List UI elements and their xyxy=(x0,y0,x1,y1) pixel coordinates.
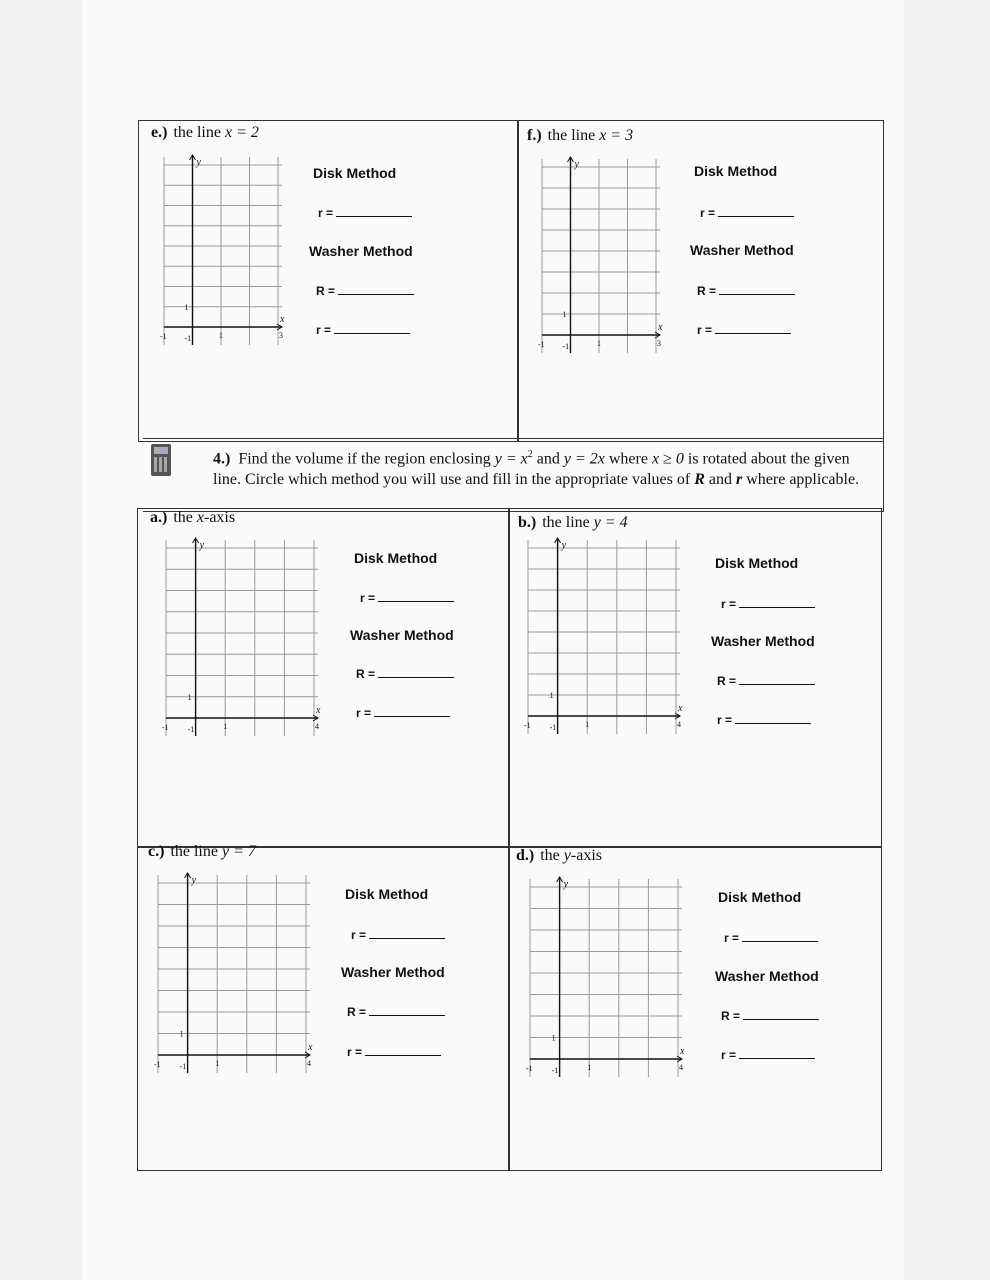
part-f-disk-r-field[interactable]: r = xyxy=(700,206,794,220)
grid-part-b xyxy=(524,538,686,753)
x-tick-one: 1 xyxy=(585,720,590,729)
y-tick-one: 1 xyxy=(551,1033,556,1043)
x-tick-max: 4 xyxy=(677,720,681,729)
y-tick-neg-one: -1 xyxy=(562,342,570,351)
part-d-title: d.) the y-axis xyxy=(516,847,602,864)
grid-part-a xyxy=(162,538,324,755)
part-b-disk-r-field[interactable]: r = xyxy=(721,597,815,611)
part-c-disk-method[interactable]: Disk Method xyxy=(345,886,429,902)
x-tick-one: 1 xyxy=(597,339,601,348)
part-e-washer-r-field[interactable]: r = xyxy=(316,323,410,337)
part-d-disk-method[interactable]: Disk Method xyxy=(718,889,802,905)
x-axis-label: x xyxy=(680,1046,685,1057)
part-e-washer-method[interactable]: Washer Method xyxy=(309,243,413,259)
part-b-washer-R-field[interactable]: R = xyxy=(717,674,815,688)
x-tick-neg-one: -1 xyxy=(524,721,531,730)
problem-4-text: 4.) Find the volume if the region enclosing $y = x^2$ and y = 2x where x ≥ 0 is rotated about the given line. Circle which method you will use and fill in the appropriate values of R and r where applicable. xyxy=(213,449,860,489)
y-tick-one: 1 xyxy=(549,691,554,700)
grid-part-d xyxy=(526,877,688,1096)
part-e-title: e.) the line x = 2 xyxy=(151,124,259,141)
part-a-disk-method[interactable]: Disk Method xyxy=(354,550,438,566)
part-d-disk-r-field[interactable]: r = xyxy=(724,931,818,945)
x-axis-label: x xyxy=(280,314,285,325)
part-d-washer-r-field[interactable]: r = xyxy=(721,1048,815,1062)
x-axis-label: x xyxy=(308,1042,313,1053)
x-tick-neg-one: -1 xyxy=(160,332,167,341)
y-tick-neg-one: -1 xyxy=(184,334,192,343)
x-tick-one: 1 xyxy=(587,1063,592,1072)
y-tick-one: 1 xyxy=(562,310,567,319)
part-f-disk-method[interactable]: Disk Method xyxy=(694,163,778,179)
part-f-washer-method[interactable]: Washer Method xyxy=(690,242,794,258)
x-tick-neg-one: -1 xyxy=(154,1060,161,1069)
x-tick-one: 1 xyxy=(215,1059,220,1068)
y-axis-label: y xyxy=(563,879,569,890)
x-tick-max: 3 xyxy=(279,331,283,340)
y-tick-one: 1 xyxy=(184,302,189,312)
y-axis-label: y xyxy=(196,157,201,168)
y-tick-neg-one: -1 xyxy=(549,723,557,732)
x-tick-one: 1 xyxy=(219,331,223,340)
y-tick-neg-one: -1 xyxy=(179,1062,187,1071)
part-a-title: a.) the x-axis xyxy=(150,509,236,526)
grid-part-c xyxy=(154,873,316,1092)
coordinate-grid-svg xyxy=(162,538,324,750)
part-b-washer-method[interactable]: Washer Method xyxy=(711,633,815,649)
part-c-washer-r-field[interactable]: r = xyxy=(347,1045,441,1059)
coordinate-grid-svg xyxy=(524,538,686,748)
x-axis-label: x xyxy=(678,703,683,714)
part-d-washer-method[interactable]: Washer Method xyxy=(715,968,819,984)
x-tick-max: 4 xyxy=(315,722,319,731)
x-tick-neg-one: -1 xyxy=(538,340,545,349)
x-tick-one: 1 xyxy=(223,722,228,731)
part-b-disk-method[interactable]: Disk Method xyxy=(715,555,799,571)
x-tick-max: 4 xyxy=(307,1059,311,1068)
part-c-title: c.) the line y = 7 xyxy=(148,843,256,860)
part-c-washer-method[interactable]: Washer Method xyxy=(341,964,445,980)
top-divider xyxy=(517,121,519,441)
part-f-title: f.) the line x = 3 xyxy=(527,127,634,144)
y-axis-label: y xyxy=(191,875,197,886)
x-tick-neg-one: -1 xyxy=(526,1064,533,1073)
y-tick-neg-one: -1 xyxy=(187,725,195,734)
part-c-washer-R-field[interactable]: R = xyxy=(347,1005,445,1019)
part-e-disk-method[interactable]: Disk Method xyxy=(313,165,397,181)
part-b-title: b.) the line y = 4 xyxy=(518,514,628,531)
x-tick-max: 4 xyxy=(679,1063,683,1072)
coordinate-grid-svg xyxy=(154,873,316,1087)
part-a-washer-R-field[interactable]: R = xyxy=(356,667,454,681)
part-b-washer-r-field[interactable]: r = xyxy=(717,713,811,727)
x-tick-neg-one: -1 xyxy=(162,723,169,732)
x-axis-label: x xyxy=(316,705,321,716)
y-tick-neg-one: -1 xyxy=(551,1066,559,1075)
part-a-washer-method[interactable]: Washer Method xyxy=(350,627,454,643)
grid-part-f xyxy=(538,157,666,372)
y-axis-label: y xyxy=(199,540,205,551)
part-e-washer-R-field[interactable]: R = xyxy=(316,284,414,298)
part-d-washer-R-field[interactable]: R = xyxy=(721,1009,819,1023)
part-f-washer-R-field[interactable]: R = xyxy=(697,284,795,298)
coordinate-grid-svg xyxy=(526,877,688,1091)
grid-part-e xyxy=(160,155,288,364)
x-axis-label: x xyxy=(658,322,663,333)
part-a-washer-r-field[interactable]: r = xyxy=(356,706,450,720)
part-a-disk-r-field[interactable]: r = xyxy=(360,591,454,605)
y-axis-label: y xyxy=(561,540,567,551)
part-c-disk-r-field[interactable]: r = xyxy=(351,928,445,942)
coordinate-grid-svg xyxy=(160,155,288,359)
coordinate-grid-svg xyxy=(538,157,666,367)
bottom-divider xyxy=(508,509,510,1170)
part-f-washer-r-field[interactable]: r = xyxy=(697,323,791,337)
y-tick-one: 1 xyxy=(187,692,192,702)
y-tick-one: 1 xyxy=(179,1029,184,1039)
calculator-icon xyxy=(151,444,171,476)
y-axis-label: y xyxy=(574,159,579,170)
x-tick-max: 3 xyxy=(657,339,661,348)
part-e-disk-r-field[interactable]: r = xyxy=(318,206,412,220)
